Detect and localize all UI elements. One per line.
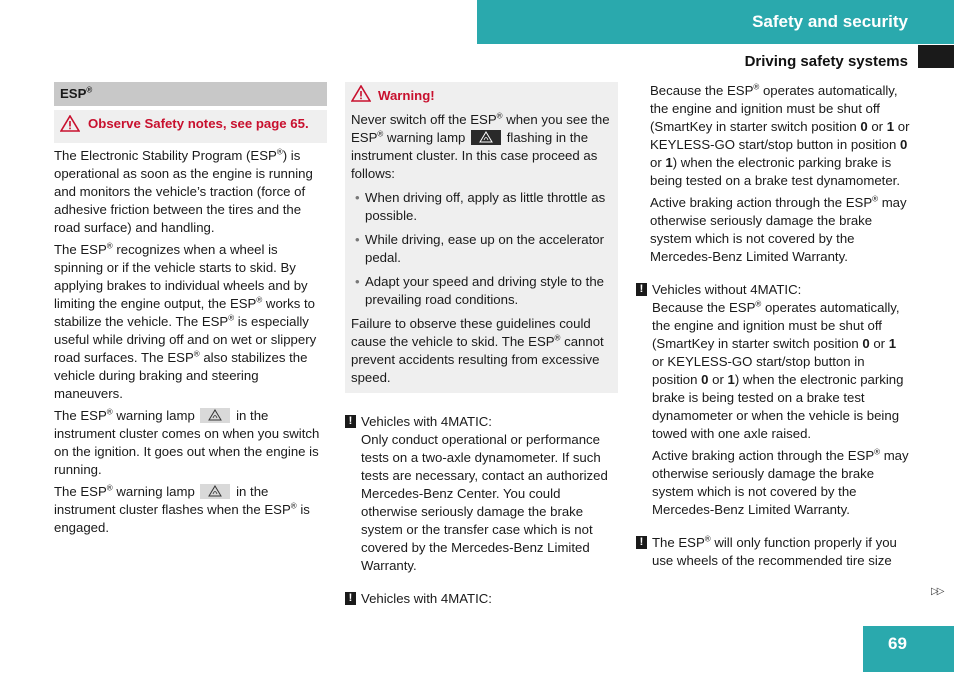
page-number-box <box>863 626 954 672</box>
subsection-title: Driving safety systems <box>744 53 908 70</box>
warning-box <box>345 82 618 393</box>
esp-intro: The Electronic Stability Program (ESP®) is operational as soon as the engine is running and monitors the vehicle’s traction (force of adhesive friction between the tires and the road surface) and handling. <box>54 147 313 235</box>
header-bar <box>477 0 954 44</box>
esp-function: The ESP® recognizes when a wheel is spinning or if the vehicle starts to skid. By applying brakes to individual wheels and by limiting the engine output, the ESP® works to stabilize the vehicle. The ESP® is especially useful while driving off and on wet or slippery road surfaces. The ESP® also stabilizes the vehicle during braking and steering maneuvers. <box>54 241 317 401</box>
esp-warning-lamp-icon <box>471 130 501 145</box>
esp-warning-lamp-icon <box>200 408 230 423</box>
notice-text[interactable]: Observe Safety notes, see page 65. <box>88 116 309 131</box>
list-item: • Adapt your speed and driving style to the prevailing road conditions. <box>355 274 604 307</box>
section-title: Safety and security <box>752 12 908 31</box>
esp-heading: ESP® <box>54 82 327 106</box>
warning-text-1: Never switch off the ESP® when you see the ESP® warning lamp flashing in the instrument cluster. In this case proceed as follows: <box>351 111 610 181</box>
note-title: Vehicles with 4MATIC: <box>361 414 492 429</box>
note-4matic-2 <box>345 590 618 608</box>
safety-notice <box>54 110 327 143</box>
note-title: Vehicles with 4MATIC: <box>361 591 492 606</box>
note-without-4matic <box>636 281 910 519</box>
note-exclamation-icon: ! <box>636 536 647 549</box>
column-2 <box>345 82 618 608</box>
esp-lamp-flash: The ESP® warning lamp in the instrument cluster flashes when the ESP® is engaged. <box>54 483 310 535</box>
paragraph: Because the ESP® operates automatically, the engine and ignition must be shut off (SmartKey in starter switch position 0 or 1 or KEYLESS-GO start/stop button in position 0 or 1) when the electronic parking brake is being tested on a brake test dynamometer or when the vehicle is being towed with one axle raised. <box>652 299 904 441</box>
esp-warning-lamp-icon <box>200 484 230 499</box>
note-exclamation-icon: ! <box>636 283 647 296</box>
note-4matic <box>345 413 618 575</box>
warning-title: Warning! <box>351 85 611 107</box>
note-body: Only conduct operational or performance tests on a two-axle dynamometer. If such tests are necessary, contact an authorized Mercedes-Benz Center. You could otherwise seriously damage the brake system or the transfer case which is not covered by the Mercedes-Benz Limited Warranty. <box>361 432 608 573</box>
esp-lamp-on: The ESP® warning lamp in the instrument cluster comes on when you switch on the ignition. It goes out when the engine is running. <box>54 407 320 477</box>
paragraph: Because the ESP® operates automatically, the engine and ignition must be shut off (SmartKey in starter switch position 0 or 1 or KEYLESS-GO start/stop button in position 0 or 1) when the electronic parking brake is being tested on a brake test dynamometer. <box>650 82 910 188</box>
paragraph: Active braking action through the ESP® may otherwise seriously damage the brake system which is not covered by the Mercedes-Benz Limited Warranty. <box>652 447 909 517</box>
warning-text-2: Failure to observe these guidelines could cause the vehicle to skid. The ESP® cannot prevent accidents resulting from excessive speed. <box>351 316 604 385</box>
note-exclamation-icon: ! <box>345 415 356 428</box>
paragraph: Active braking action through the ESP® may otherwise seriously damage the brake system which is not covered by the Mercedes-Benz Limited Warranty. <box>650 194 907 264</box>
page-number: 69 <box>888 634 907 653</box>
column-3 <box>636 82 910 570</box>
list-item: • When driving off, apply as little throttle as possible. <box>355 190 606 223</box>
note-exclamation-icon: ! <box>345 592 356 605</box>
thumb-tab <box>918 45 954 68</box>
note-tire-size: ! The ESP® will only function properly if you use wheels of the recommended tire size <box>636 534 910 570</box>
list-item: • While driving, ease up on the accelerator pedal. <box>355 232 604 265</box>
warning-triangle-icon <box>60 115 88 137</box>
continue-arrow-icon: ▷▷ <box>931 586 943 597</box>
column-1 <box>54 82 327 537</box>
warning-triangle-icon <box>351 85 378 107</box>
note-title: Vehicles without 4MATIC: <box>652 282 802 297</box>
